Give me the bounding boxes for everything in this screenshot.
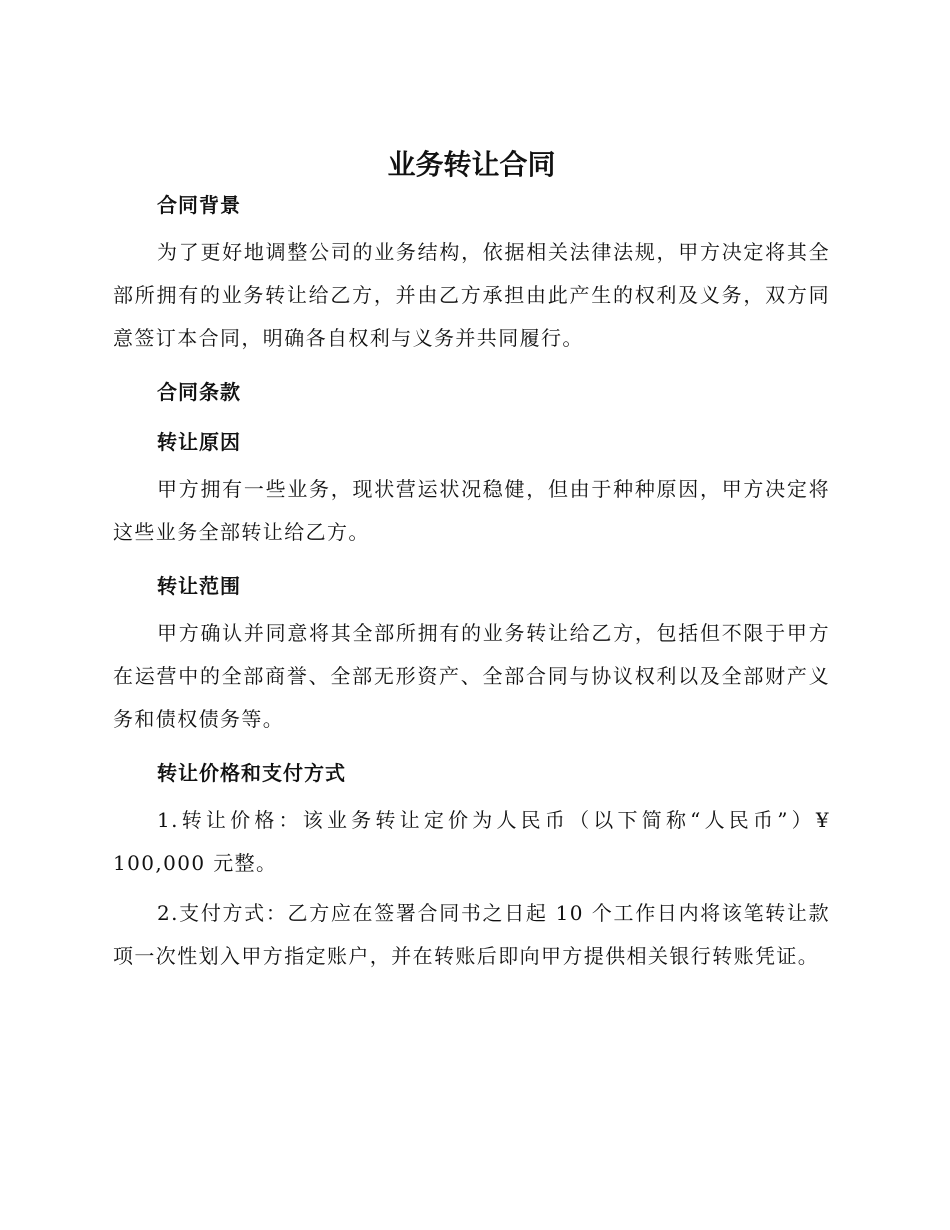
section-heading-background: 合同背景 [157, 193, 241, 217]
list-item-number: 1. [157, 808, 179, 832]
document-page [113, 140, 830, 978]
section-heading-scope: 转让范围 [157, 574, 241, 598]
scope-paragraph: 甲方确认并同意将其全部所拥有的业务转让给乙方，包括但不限于甲方在运营中的全部商誉、全部无形资产、全部合同与协议权利以及全部财产义务和债权债务等。 [113, 621, 830, 731]
reason-paragraph: 甲方拥有一些业务，现状营运状况稳健，但由于种种原因，甲方决定将这些业务全部转让给乙方。 [113, 477, 830, 544]
document-title: 业务转让合同 [387, 148, 556, 181]
section-heading-price: 转让价格和支付方式 [157, 761, 346, 785]
section-heading-terms: 合同条款 [157, 380, 241, 404]
list-item-text: 转让价格：该业务转让定价为人民币（以下简称“人民币”）¥ 100,000 元整。 [113, 808, 830, 875]
section-heading-reason: 转让原因 [157, 430, 241, 454]
background-paragraph: 为了更好地调整公司的业务结构，依据相关法律法规，甲方决定将其全部所拥有的业务转让给乙方，并由乙方承担由此产生的权利及义务，双方同意签订本合同，明确各自权利与义务并共同履行。 [113, 240, 830, 350]
list-item-price [113, 799, 830, 885]
list-item-text: 支付方式：乙方应在签署合同书之日起 10 个工作日内将该笔转让款项一次性划入甲方指定账户，并在转账后即向甲方提供相关银行转账凭证。 [113, 901, 830, 968]
list-item-payment [113, 892, 830, 978]
list-item-number: 2. [157, 901, 179, 925]
